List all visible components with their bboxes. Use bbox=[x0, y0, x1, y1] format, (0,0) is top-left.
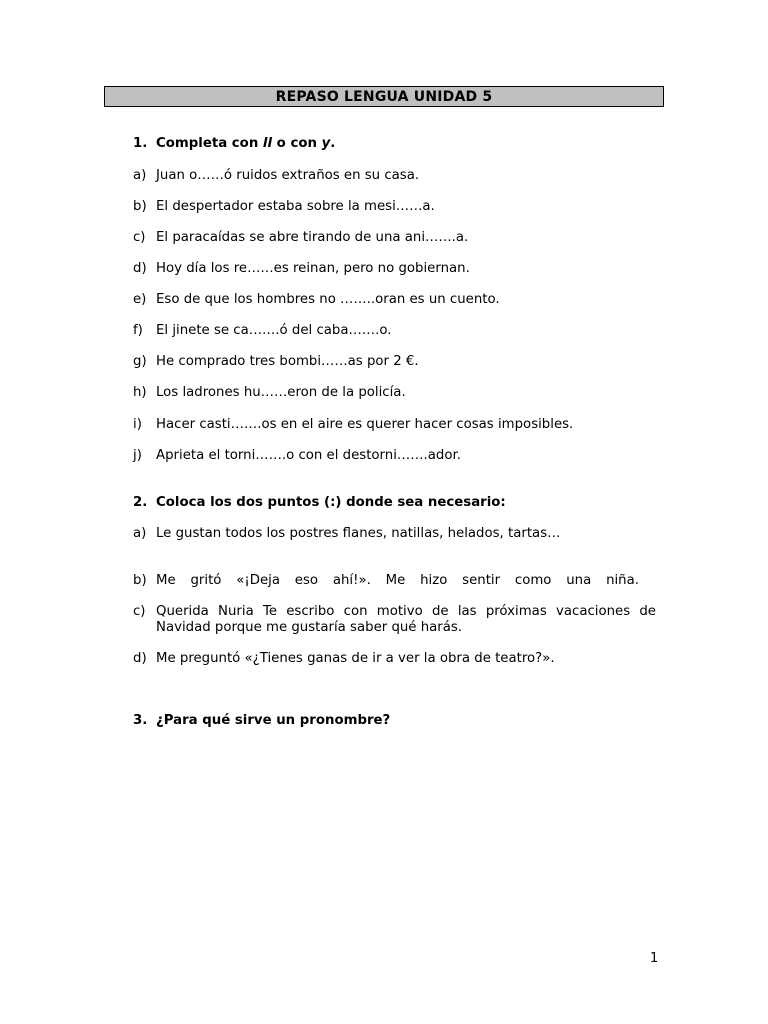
question-1-text-ll: ll bbox=[262, 136, 273, 151]
q1-item-f-text: El jinete se ca…….ó del caba…….o. bbox=[156, 323, 392, 338]
q1-item-d-label: d) bbox=[133, 261, 147, 276]
q2-item-b bbox=[133, 573, 639, 589]
q1-item-g-text: He comprado tres bombi……as por 2 €. bbox=[156, 354, 419, 369]
question-1-heading bbox=[133, 136, 335, 151]
q2-item-b-label: b) bbox=[133, 573, 147, 588]
q1-item-j-text: Aprieta el torni…….o con el destorni…….ador. bbox=[156, 448, 461, 463]
q2-item-d-text: Me preguntó «¿Tienes ganas de ir a ver la obra de teatro?». bbox=[156, 651, 555, 666]
q1-item-d bbox=[133, 261, 656, 277]
q2-item-c bbox=[133, 604, 656, 636]
question-2-text: Coloca los dos puntos (:) donde sea necesario: bbox=[156, 495, 506, 510]
q1-item-j-label: j) bbox=[133, 448, 142, 463]
q2-item-d-label: d) bbox=[133, 651, 147, 666]
q2-item-d bbox=[133, 651, 656, 667]
q1-item-h-label: h) bbox=[133, 385, 147, 400]
q1-item-c-label: c) bbox=[133, 230, 146, 245]
q1-item-h-text: Los ladrones hu……eron de la policía. bbox=[156, 385, 406, 400]
q2-item-a-label: a) bbox=[133, 526, 147, 541]
question-1-text-y: y bbox=[321, 136, 331, 151]
question-1-text-a: Completa con bbox=[156, 136, 263, 151]
q1-item-e-text: Eso de que los hombres no ……..oran es un cuento. bbox=[156, 292, 500, 307]
q1-item-c-text: El paracaídas se abre tirando de una ani…….a. bbox=[156, 230, 469, 245]
question-3-heading bbox=[133, 713, 390, 728]
question-1-text-e: . bbox=[330, 136, 336, 151]
question-3-number: 3. bbox=[133, 713, 148, 728]
q1-item-c bbox=[133, 230, 656, 246]
question-2-heading bbox=[133, 495, 506, 510]
q1-item-j bbox=[133, 448, 656, 464]
q1-item-i-label: i) bbox=[133, 417, 142, 432]
q1-item-g bbox=[133, 354, 656, 370]
q1-item-b bbox=[133, 199, 656, 215]
question-3-text: ¿Para qué sirve un pronombre? bbox=[156, 713, 391, 728]
q2-item-c-label: c) bbox=[133, 604, 146, 619]
q1-item-e-label: e) bbox=[133, 292, 147, 307]
q1-item-e bbox=[133, 292, 656, 308]
q1-item-d-text: Hoy día los re……es reinan, pero no gobiernan. bbox=[156, 261, 470, 276]
q1-item-i-text: Hacer casti…….os en el aire es querer hacer cosas imposibles. bbox=[156, 417, 574, 432]
q2-item-a-text: Le gustan todos los postres flanes, natillas, helados, tartas… bbox=[156, 526, 561, 541]
question-1-text-c: o con bbox=[272, 136, 322, 151]
question-2-number: 2. bbox=[133, 495, 148, 510]
q1-item-f bbox=[133, 323, 656, 339]
q1-item-a bbox=[133, 168, 656, 184]
q2-item-b-text: Me gritó «¡Deja eso ahí!». Me hizo sentir como una niña. bbox=[156, 573, 639, 588]
q1-item-a-text: Juan o……ó ruidos extraños en su casa. bbox=[156, 168, 420, 183]
page-number: 1 bbox=[650, 951, 659, 966]
q1-item-b-text: El despertador estaba sobre la mesi……a. bbox=[156, 199, 435, 214]
worksheet-title: REPASO LENGUA UNIDAD 5 bbox=[104, 86, 664, 107]
q2-item-c-text: Querida Nuria Te escribo con motivo de las próximas vacaciones de Navidad porque me gustaría saber qué harás. bbox=[156, 604, 656, 635]
q1-item-g-label: g) bbox=[133, 354, 147, 369]
question-1-number: 1. bbox=[133, 136, 148, 151]
q2-item-a bbox=[133, 526, 656, 542]
q1-item-b-label: b) bbox=[133, 199, 147, 214]
q1-item-h bbox=[133, 385, 656, 401]
q1-item-f-label: f) bbox=[133, 323, 143, 338]
q1-item-a-label: a) bbox=[133, 168, 147, 183]
q1-item-i bbox=[133, 417, 656, 433]
